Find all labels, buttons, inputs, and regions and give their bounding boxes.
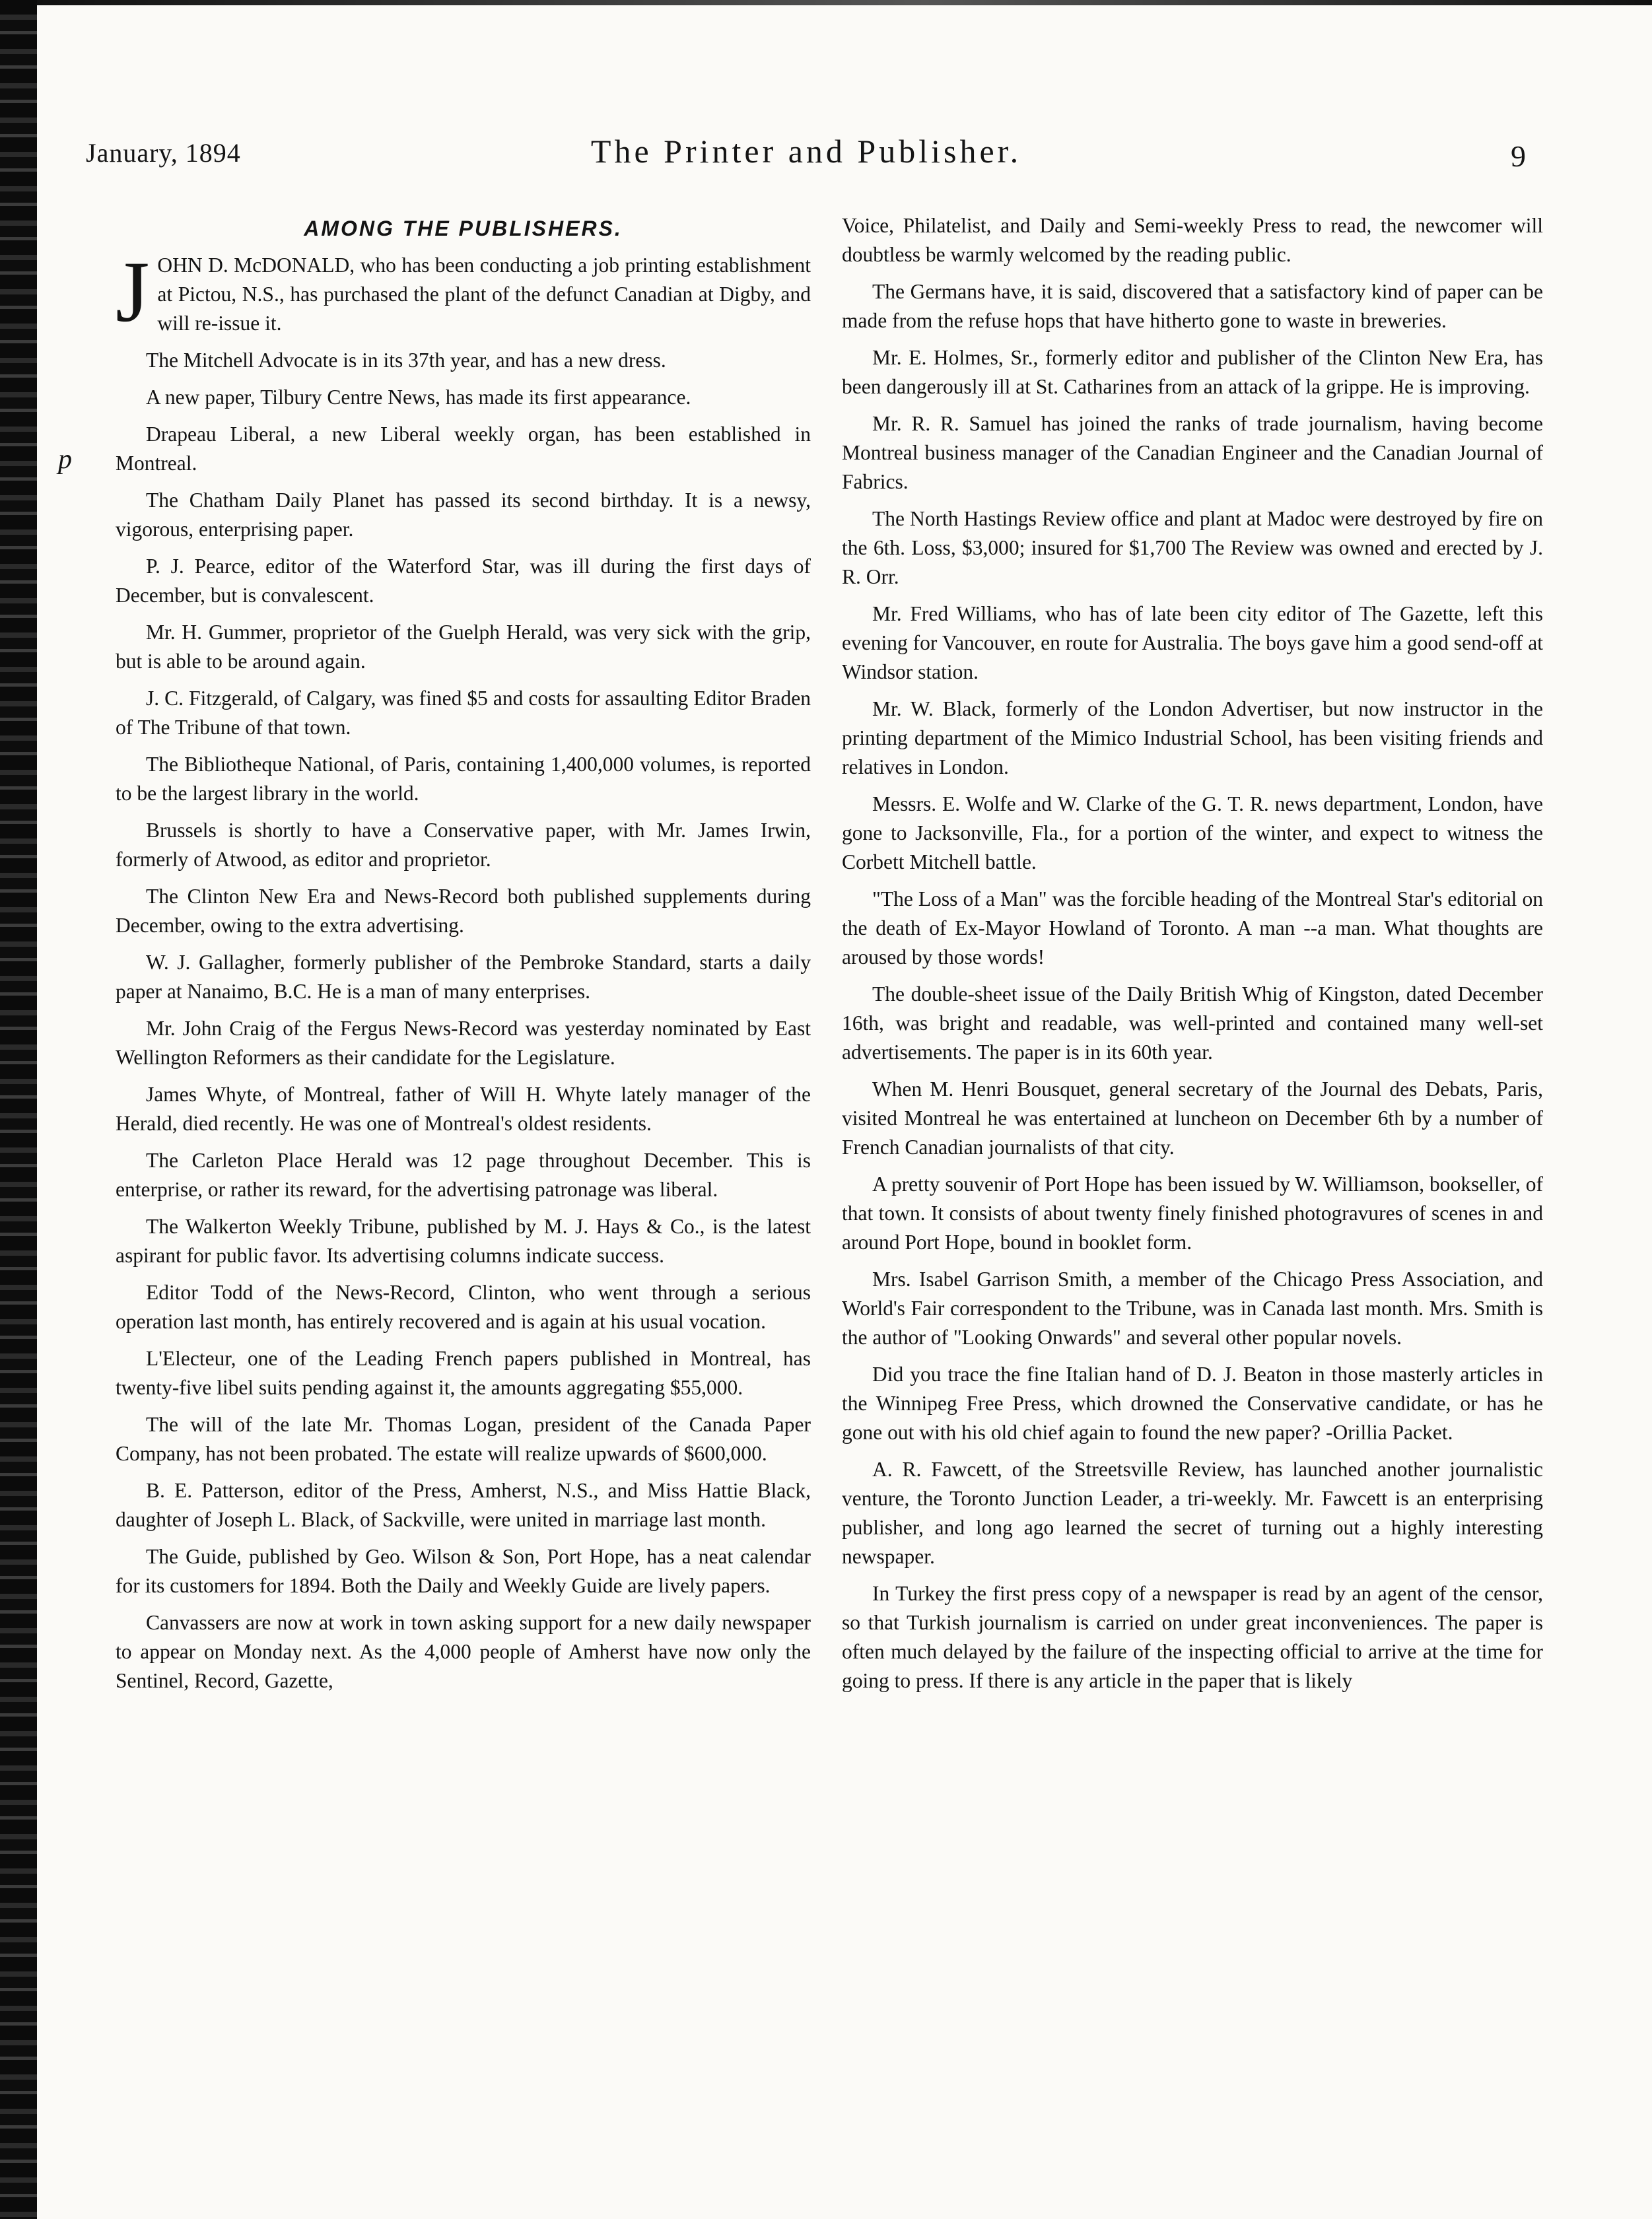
news-item: The Carleton Place Herald was 12 page throughout December. This is enterprise, or rather its reward, for the advertising patronage was liberal. [116,1149,811,1201]
news-item: The North Hastings Review office and plant at Madoc were destroyed by fire on the 6th. Loss, $3,000; insured for $1,700 The Review was owned and erected by J. R. Orr. [842,507,1543,588]
section-heading: AMONG THE PUBLISHERS. [304,217,623,240]
margin-annotation: p [58,444,72,475]
news-item: The double-sheet issue of the Daily British Whig of Kingston, dated December 16th, was bright and readable, was well-printed and contained many well-set advertisements. The paper is in its 60th year. [842,982,1543,1064]
news-item: Canvassers are now at work in town asking support for a new daily newspaper to appear on Monday next. As the 4,000 people of Amherst have now only the Sentinel, Record, Gazette, [116,1611,811,1692]
news-item: L'Electeur, one of the Leading French papers published in Montreal, has twenty-five libel suits pending against it, the amounts aggregating $55,000. [116,1347,811,1399]
news-item: Mr. John Craig of the Fergus News-Record was yesterday nominated by East Wellington Reformers as their candidate for the Legislature. [116,1017,811,1069]
scan-binding-edge [0,0,37,2219]
news-item: Mrs. Isabel Garrison Smith, a member of the Chicago Press Association, and World's Fair correspondent to the Tribune, was in Canada last month. Mrs. Smith is the author of "Looking Onwards" and several other popular novels. [842,1268,1543,1349]
scan-top-edge [37,0,1652,5]
news-item: J. C. Fitzgerald, of Calgary, was fined $5 and costs for assaulting Editor Braden of The Tribune of that town. [116,687,811,739]
news-item: B. E. Patterson, editor of the Press, Amherst, N.S., and Miss Hattie Black, daughter of Joseph L. Black, of Sackville, were united in marriage last month. [116,1479,811,1531]
news-item: The Chatham Daily Planet has passed its second birthday. It is a newsy, vigorous, enterprising paper. [116,489,811,541]
publication-title: The Printer and Publisher. [590,133,1022,170]
right-column-items [842,277,1543,1695]
news-item: The Walkerton Weekly Tribune, published by M. J. Hays & Co., is the latest aspirant for public favor. Its advertising columns indicate success. [116,1215,811,1267]
news-item: Mr. E. Holmes, Sr., formerly editor and publisher of the Clinton New Era, has been dangerously ill at St. Catharines from an attack of la grippe. He is improving. [842,346,1543,398]
news-item: "The Loss of a Man" was the forcible heading of the Montreal Star's editorial on the death of Ex-Mayor Howland of Toronto. A man --a man. What thoughts are aroused by those words! [842,887,1543,969]
news-item: In Turkey the first press copy of a newspaper is read by an agent of the censor, so that Turkish journalism is carried on under great inconveniences. The paper is often much delayed by the failure of the inspecting official to arrive at the time for going to press. If there is any article in the paper that is likely [842,1582,1543,1692]
left-column [116,211,811,2192]
news-item: Editor Todd of the News-Record, Clinton, who went through a serious operation last month, has entirely recovered and is again at his usual vocation. [116,1281,811,1333]
news-item: Brussels is shortly to have a Conservative paper, with Mr. James Irwin, formerly of Atwood, as editor and proprietor. [116,819,811,871]
news-item: P. J. Pearce, editor of the Waterford Star, was ill during the first days of December, but is convalescent. [116,555,811,607]
news-item: Did you trace the fine Italian hand of D. J. Beaton in those masterly articles in the Winnipeg Free Press, which drowned the Conservative candidate, or has he gone out with his old chief again to found the new paper? -Orillia Packet. [842,1363,1543,1444]
news-item: The Clinton New Era and News-Record both published supplements during December, owing to the extra advertising. [116,885,811,937]
news-item: The will of the late Mr. Thomas Logan, president of the Canada Paper Company, has not been probated. The estate will realize upwards of $600,000. [116,1413,811,1465]
left-column-items [116,346,811,1695]
news-item: A. R. Fawcett, of the Streetsville Review, has launched another journalistic venture, the Toronto Junction Leader, a tri-weekly. Mr. Fawcett is an enterprising publisher, and long ago learned the secret of turning out a highly interesting newspaper. [842,1458,1543,1568]
news-item: The Mitchell Advocate is in its 37th year, and has a new dress. [146,349,666,372]
news-item: When M. Henri Bousquet, general secretary of the Journal des Debats, Paris, visited Montreal he was entertained at luncheon on December 6th by a number of French Canadian journalists of that city. [842,1077,1543,1159]
news-item: Mr. W. Black, formerly of the London Advertiser, but now instructor in the printing department of the Mimico Industrial School, has been visiting friends and relatives in London. [842,697,1543,778]
news-item: Messrs. E. Wolfe and W. Clarke of the G. T. R. news department, London, have gone to Jacksonville, Fla., for a portion of the winter, and expect to witness the Corbett Mitchell battle. [842,792,1543,873]
news-item: The Guide, published by Geo. Wilson & Son, Port Hope, has a neat calendar for its customers for 1894. Both the Daily and Weekly Guide are lively papers. [116,1545,811,1597]
opening-paragraph-text: OHN D. McDONALD, who has been conducting a job printing establishment at Pictou, N.S., has purchased the plant of the defunct Canadian at Digby, and will re-issue it. [157,254,811,335]
news-item: James Whyte, of Montreal, father of Will H. Whyte lately manager of the Herald, died recently. He was one of Montreal's oldest residents. [116,1083,811,1135]
news-item: The Germans have, it is said, discovered that a satisfactory kind of paper can be made from the refuse hops that have hitherto gone to waste in breweries. [842,280,1543,332]
running-header [86,132,1527,178]
right-column [842,211,1543,2192]
news-item: Drapeau Liberal, a new Liberal weekly organ, has been established in Montreal. [116,423,811,475]
news-item: Mr. H. Gummer, proprietor of the Guelph Herald, was very sick with the grip, but is able to be around again. [116,621,811,673]
continued-paragraph: Voice, Philatelist, and Daily and Semi-weekly Press to read, the newcomer will doubtless be warmly welcomed by the reading public. [842,214,1543,266]
news-item: W. J. Gallagher, formerly publisher of the Pembroke Standard, starts a daily paper at Nanaimo, B.C. He is a man of many enterprises. [116,951,811,1003]
issue-date: January, 1894 [86,138,241,168]
news-item: Mr. Fred Williams, who has of late been city editor of The Gazette, left this evening for Vancouver, en route for Australia. The boys gave him a good send-off at Windsor station. [842,602,1543,683]
news-item: A pretty souvenir of Port Hope has been issued by W. Williamson, bookseller, of that town. It consists of about twenty finely finished photogravures of scenes in and around Port Hope, bound in booklet form. [842,1173,1543,1254]
news-item: Mr. R. R. Samuel has joined the ranks of trade journalism, having become Montreal business manager of the Canadian Engineer and the Canadian Journal of Fabrics. [842,412,1543,493]
page-number: 9 [1511,139,1527,173]
news-item: A new paper, Tilbury Centre News, has made its first appearance. [146,386,691,409]
news-item: The Bibliotheque National, of Paris, containing 1,400,000 volumes, is reported to be the largest library in the world. [116,753,811,805]
drop-cap: J [116,243,150,340]
opening-paragraph [116,243,811,340]
